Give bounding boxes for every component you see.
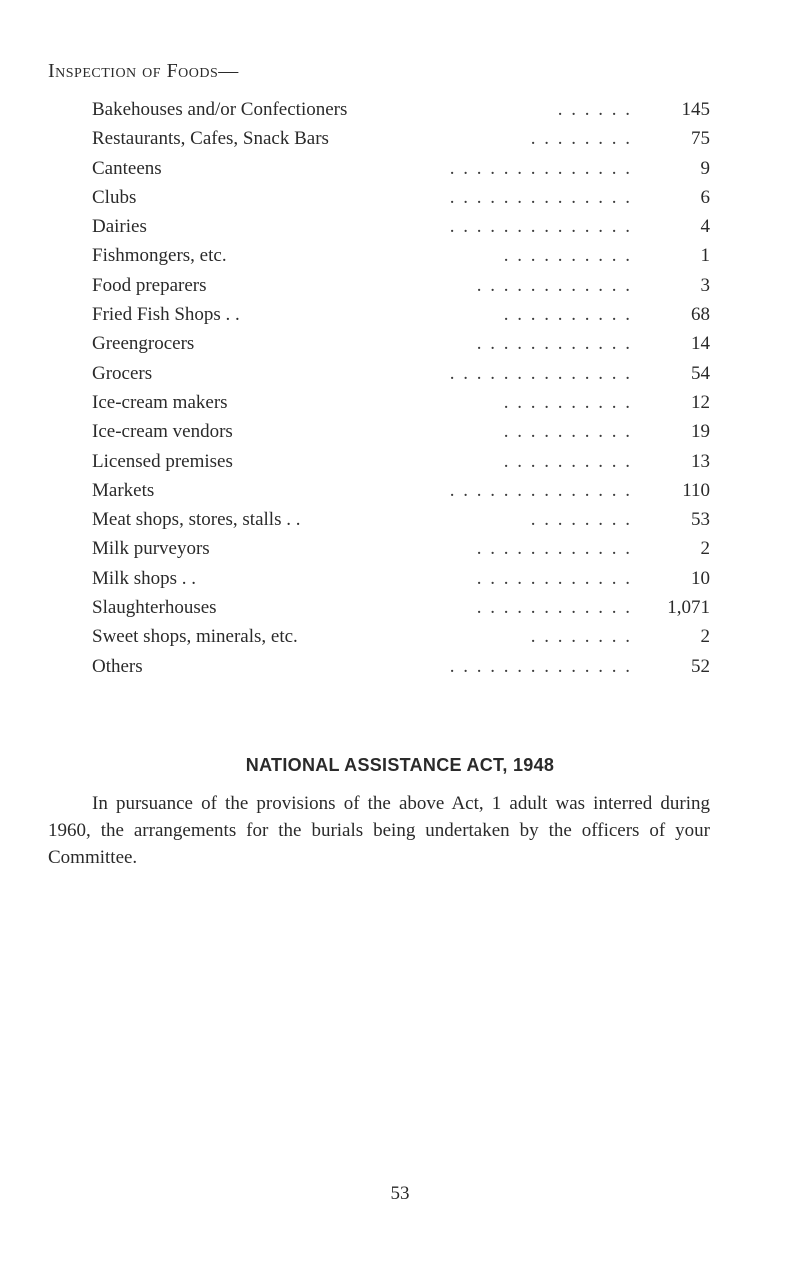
leader-dots: . . . . . . . . . . . .: [476, 597, 632, 619]
section-title: Inspection of Foods—: [48, 60, 239, 82]
leader-dots: . . . . . . . . . . . .: [476, 538, 632, 560]
leader-dots: . . . . . . . . . . . . . .: [449, 362, 632, 384]
list-item: [92, 271, 710, 300]
list-item: [92, 564, 710, 593]
leader-dots: . . . . . . . . . . . . . .: [449, 157, 632, 179]
list-item: [92, 388, 710, 417]
food-inspection-list: [92, 95, 710, 681]
item-label: Milk shops . .: [92, 567, 196, 589]
list-item: [92, 183, 710, 212]
item-value: 13: [691, 450, 710, 472]
item-value: 75: [691, 128, 710, 150]
leader-dots: . . . . . . . . . . . . . .: [449, 216, 632, 238]
leader-dots: . . . . . . . . . .: [503, 304, 632, 326]
item-value: 2: [700, 538, 710, 560]
list-item: [92, 300, 710, 329]
item-label: Greengrocers: [92, 333, 195, 355]
leader-dots: . . . . . . . . . . . . . .: [449, 655, 632, 677]
item-value: 4: [700, 216, 710, 238]
item-label: Ice-cream vendors: [92, 421, 233, 443]
list-item: [92, 476, 710, 505]
item-label: Restaurants, Cafes, Snack Bars: [92, 128, 329, 150]
item-value: 19: [691, 421, 710, 443]
item-label: Fried Fish Shops . .: [92, 304, 240, 326]
leader-dots: . . . . . . . .: [530, 128, 632, 150]
item-value: 6: [700, 186, 710, 208]
leader-dots: . . . . . . . . . .: [503, 421, 632, 443]
item-value: 10: [691, 567, 710, 589]
list-item: [92, 329, 710, 358]
item-value: 14: [691, 333, 710, 355]
item-value: 1: [700, 245, 710, 267]
item-label: Licensed premises: [92, 450, 233, 472]
item-label: Slaughterhouses: [92, 597, 217, 619]
list-item: [92, 241, 710, 270]
leader-dots: . . . . . . . .: [530, 509, 632, 531]
item-value: 52: [691, 655, 710, 677]
list-item: [92, 505, 710, 534]
leader-dots: . . . . . . . .: [530, 626, 632, 648]
item-value: 3: [700, 274, 710, 296]
item-label: Canteens: [92, 157, 162, 179]
item-value: 12: [691, 391, 710, 413]
item-label: Fishmongers, etc.: [92, 245, 227, 267]
list-item: [92, 212, 710, 241]
item-label: Food preparers: [92, 274, 207, 296]
act-paragraph: In pursuance of the provisions of the above Act, 1 adult was interred during 1960, the arrangements for the burials being undertaken by the officers of your Committee.: [48, 793, 710, 868]
item-label: Bakehouses and/or Confectioners: [92, 99, 348, 120]
item-value: 9: [700, 157, 710, 179]
list-item: [92, 359, 710, 388]
list-item: [92, 652, 710, 681]
act-heading: NATIONAL ASSISTANCE ACT, 1948: [245, 755, 555, 775]
leader-dots: . . . . . . . . . . . .: [476, 274, 632, 296]
list-item: [92, 593, 710, 622]
item-label: Markets: [92, 479, 155, 501]
list-item: [92, 417, 710, 446]
list-item: [92, 95, 710, 124]
leader-dots: . . . . . . . . . .: [503, 391, 632, 413]
list-item: [92, 534, 710, 563]
item-label: Dairies: [92, 216, 147, 238]
leader-dots: . . . . . . . . . . . .: [476, 333, 632, 355]
item-value: 68: [691, 304, 710, 326]
item-value: 1,071: [667, 597, 710, 619]
item-label: Grocers: [92, 362, 153, 384]
page-number: 53: [390, 1183, 410, 1204]
list-item: [92, 154, 710, 183]
leader-dots: . . . . . . . . . . . . . .: [449, 479, 632, 501]
list-item: [92, 447, 710, 476]
item-value: 54: [691, 362, 710, 384]
item-label: Clubs: [92, 186, 137, 208]
item-label: Meat shops, stores, stalls . .: [92, 509, 301, 531]
leader-dots: . . . . . . . . . . . . . .: [449, 186, 632, 208]
list-item: [92, 124, 710, 153]
item-value: 145: [681, 99, 710, 120]
leader-dots: . . . . . . . . . .: [503, 245, 632, 267]
item-label: Milk purveyors: [92, 538, 210, 560]
item-label: Others: [92, 655, 143, 677]
item-label: Sweet shops, minerals, etc.: [92, 626, 298, 648]
list-item: [92, 622, 710, 651]
item-label: Ice-cream makers: [92, 391, 228, 413]
leader-dots: . . . . . . . . . . . .: [476, 567, 632, 589]
item-value: 110: [682, 479, 710, 501]
item-value: 2: [700, 626, 710, 648]
leader-dots: . . . . . .: [557, 99, 632, 120]
item-value: 53: [691, 509, 710, 531]
leader-dots: . . . . . . . . . .: [503, 450, 632, 472]
